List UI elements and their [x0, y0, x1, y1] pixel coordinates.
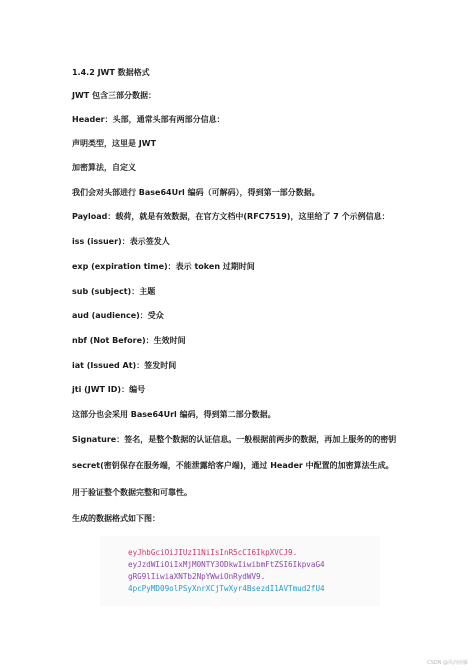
paragraph-line: 用于验证整个数据完整和可靠性。: [72, 488, 192, 497]
paragraph-line: jti (JWT ID)：编号: [72, 385, 146, 394]
jwt-code-block: [100, 536, 380, 606]
paragraph-line: iss (issuer)：表示签发人: [72, 237, 170, 246]
paragraph-line: Signature：签名，是整个数据的认证信息。一般根据前两步的数据，再加上服务的的密钥: [72, 435, 397, 444]
paragraph-line: 我们会对头部进行 Base64Url 编码（可解码），得到第一部分数据。: [72, 188, 320, 197]
paragraph-line: sub (subject)：主题: [72, 287, 156, 296]
paragraph-line: 声明类型，这里是 JWT: [72, 139, 157, 148]
section-heading: 1.4.2 JWT 数据格式: [72, 68, 150, 77]
paragraph-line: 加密算法，自定义: [72, 163, 136, 172]
paragraph-line: JWT 包含三部分数据：: [72, 91, 157, 100]
watermark: CSDN @风西南雁: [427, 660, 468, 666]
code-line: eyJzdWIiOiIxMjM0NTY3ODkwIiwibmFtZSI6IkpvaG4: [128, 560, 325, 569]
paragraph-line: iat (Issued At)：签发时间: [72, 361, 177, 370]
paragraph-line: secret(密钥保存在服务端，不能泄露给客户端)，通过 Header 中配置的加密算法生成。: [72, 461, 394, 470]
paragraph-line: aud (audience)：受众: [72, 311, 164, 320]
paragraph-line: Header：头部，通常头部有两部分信息：: [72, 115, 225, 124]
code-line: eyJhbGciOiJIUzI1NiIsInR5cCI6IkpXVCJ9.: [128, 548, 298, 557]
paragraph-line: 这部分也会采用 Base64Url 编码，得到第二部分数据。: [72, 410, 276, 419]
paragraph-line: Payload：载荷，就是有效数据，在官方文档中(RFC7519)，这里给了 7 个示例信息：: [72, 212, 390, 221]
code-line: 4pcPyMD09olPSyXnrXCjTwXyr4BsezdI1AVTmud2fU4: [128, 584, 325, 593]
paragraph-line: exp (expiration time)：表示 token 过期时间: [72, 262, 255, 271]
code-line: gRG9lIiwiaXNTb2NpYWwiOnRydWV9.: [128, 572, 266, 581]
paragraph-line: 生成的数据格式如下图：: [72, 514, 160, 523]
paragraph-line: nbf (Not Before)：生效时间: [72, 336, 186, 345]
